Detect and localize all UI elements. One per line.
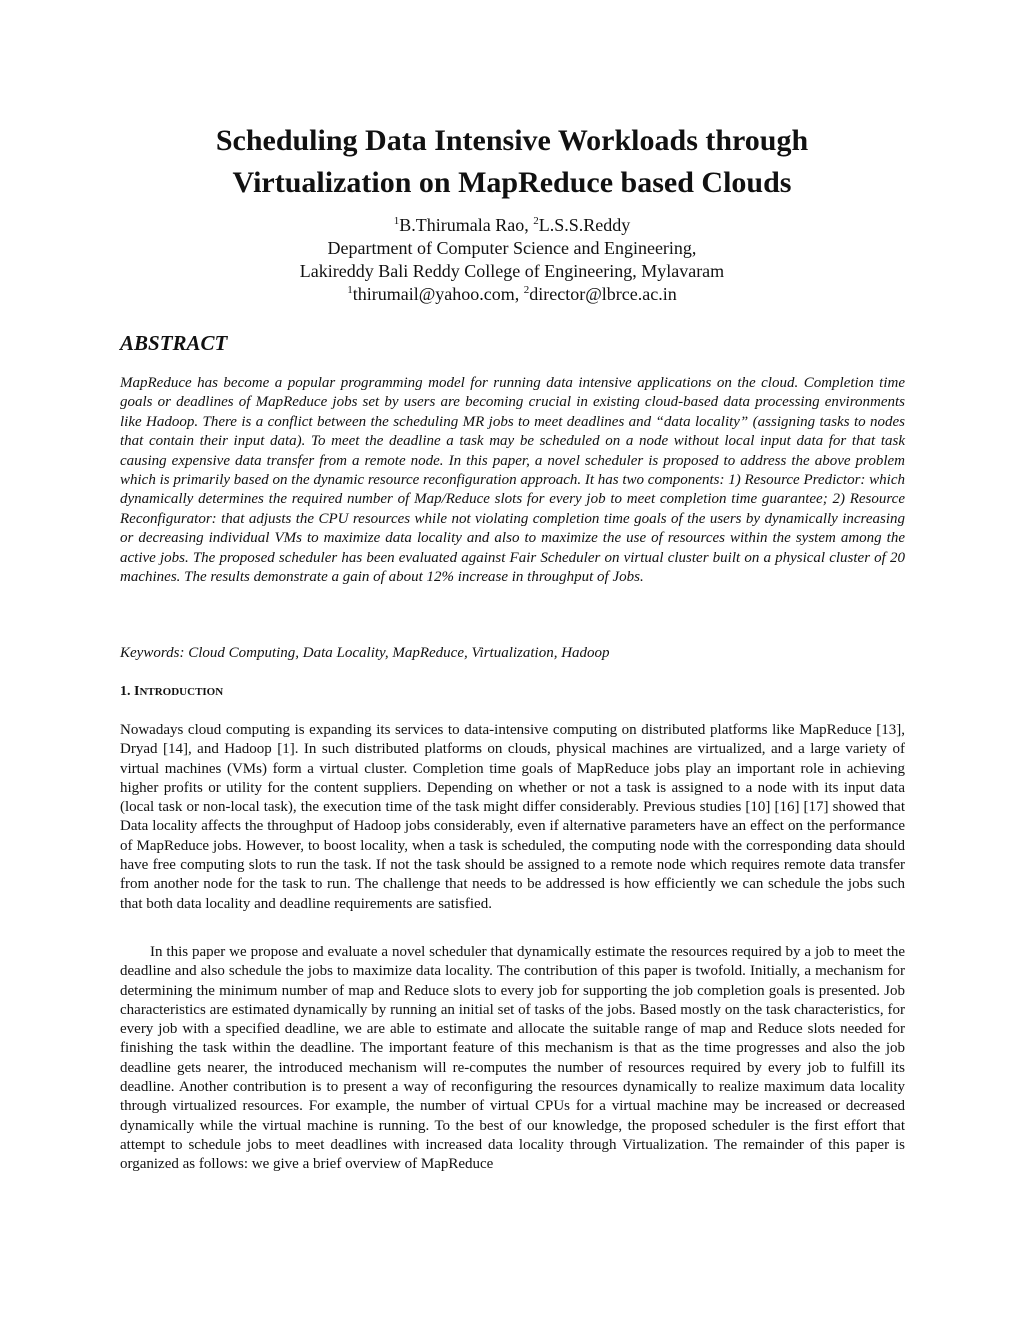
- author2-name: L.S.S.Reddy: [538, 215, 631, 235]
- author2-affil-mark: 2: [533, 215, 539, 227]
- author1-affil-mark: 1: [393, 215, 400, 227]
- intro-paragraph-2: In this paper we propose and evaluate a novel scheduler that dynamically estimate the resources required by a job to meet the deadline and also schedule the jobs to maximize data locality. The contribution of this paper is twofold. Initially, a mechanism for determining the minimum number of map and Reduce slots to every job for supporting the job completion goals is presented. Job characteristics are estimated dynamically by running an initial set of tasks of the jobs. Based mostly on the task characteristics, for every job with a specified deadline, we are able to estimate and allocate the suitable range of map and Reduce slots needed for finishing the task within the deadline. The important feature of this mechanism is that as the time progresses and also the job deadline gets nearer, the introduced mechanism will re-computes the number of resources required by every job to fulfill its deadline. Another contribution is to present a way of reconfiguring the resources dynamically to realize maximum data locality through virtualized resources. For example, the number of virtual CPUs for a virtual machine may be increased or decreased dynamically while the virtual machine is running. To the best of our knowledge, the proposed scheduler is the first effort that attempt to schedule jobs to meet deadlines with increased data locality through Virtualization. The remainder of this paper is organized as follows: we give a brief overview of MapReduce: [120, 944, 905, 1173]
- section-number: 1. I: [120, 684, 140, 699]
- email2: director@lbrce.ac.in: [529, 284, 677, 304]
- title-line-1: Scheduling Data Intensive Workloads through: [215, 124, 809, 157]
- keywords: Keywords: Cloud Computing, Data Locality, MapReduce, Virtualization, Hadoop: [120, 645, 610, 661]
- author-college: Lakireddy Bali Reddy College of Engineering, Mylavaram: [299, 261, 725, 281]
- abstract-text: MapReduce has become a popular programming model for running data intensive applications on the cloud. Completion time goals or deadlines of MapReduce jobs set by users are becoming crucial in existing cloud-based data processing environments like Hadoop. There is a conflict between the scheduling MR jobs to meet deadlines and “data locality” (assigning tasks to nodes that contain their input data). To meet the deadline a task may be scheduled on a node without local input data for that task causing expensive data transfer from a remote node. In this paper, a novel scheduler is proposed to address the above problem which is primarily based on the dynamic resource reconfiguration approach. It has two components: 1) Resource Predictor: which dynamically determines the required number of Map/Reduce slots for every job to meet completion time guarantee; 2) Resource Reconfigurator: that adjusts the CPU resources while not violating completion time goals of the users by dynamically increasing or decreasing individual VMs to maximize data locality and also to maximize the use of resources within the system among the active jobs. The proposed scheduler has been evaluated against Fair Scheduler on virtual cluster built on a physical cluster of 20 machines. The results demonstrate a gain of about 12% increase in throughput of Jobs.: [120, 375, 905, 586]
- section-heading-introduction: [120, 684, 223, 700]
- author1-name: B.Thirumala Rao,: [399, 215, 534, 235]
- author-names: [0, 214, 1024, 237]
- intro-paragraph-1: Nowadays cloud computing is expanding its services to data-intensive computing on distributed platforms like MapReduce [13], Dryad [14], and Hadoop [1]. In such distributed platforms on clouds, physical machines are virtualized, and a large variety of virtual machines (VMs) form a virtual cluster. Completion time goals of MapReduce jobs play an important role in achieving higher profits or utility for the content suppliers. Depending on whether or not a task is assigned to a node with its input data (local task or non-local task), the execution time of the task might differ considerably. Previous studies [10] [16] [17] showed that Data locality affects the throughput of Hadoop jobs considerably, even if alternative parameters have an effect on the performance of MapReduce jobs. However, to boost locality, when a task is scheduled, the computing node with the corresponding data should have free computing slots to run the task. If not the task should be assigned to a remote node which requires remote data transfer from another node for the task to run. The challenge that needs to be addressed is how efficiently we can schedule the jobs such that both data locality and deadline requirements are satisfied.: [120, 722, 905, 912]
- section-heading-rest: NTRODUCTION: [139, 686, 224, 698]
- title-line-2: Virtualization on MapReduce based Clouds: [232, 166, 792, 199]
- paper-title: [0, 120, 1024, 204]
- author-block: [0, 214, 1024, 306]
- email1-mark: 1: [347, 284, 353, 296]
- author-department: Department of Computer Science and Engineering,: [327, 238, 697, 258]
- email2-mark: 2: [523, 284, 530, 296]
- author-emails: [0, 283, 1024, 306]
- email1: thirumail@yahoo.com,: [352, 284, 524, 304]
- abstract-heading: ABSTRACT: [120, 331, 228, 355]
